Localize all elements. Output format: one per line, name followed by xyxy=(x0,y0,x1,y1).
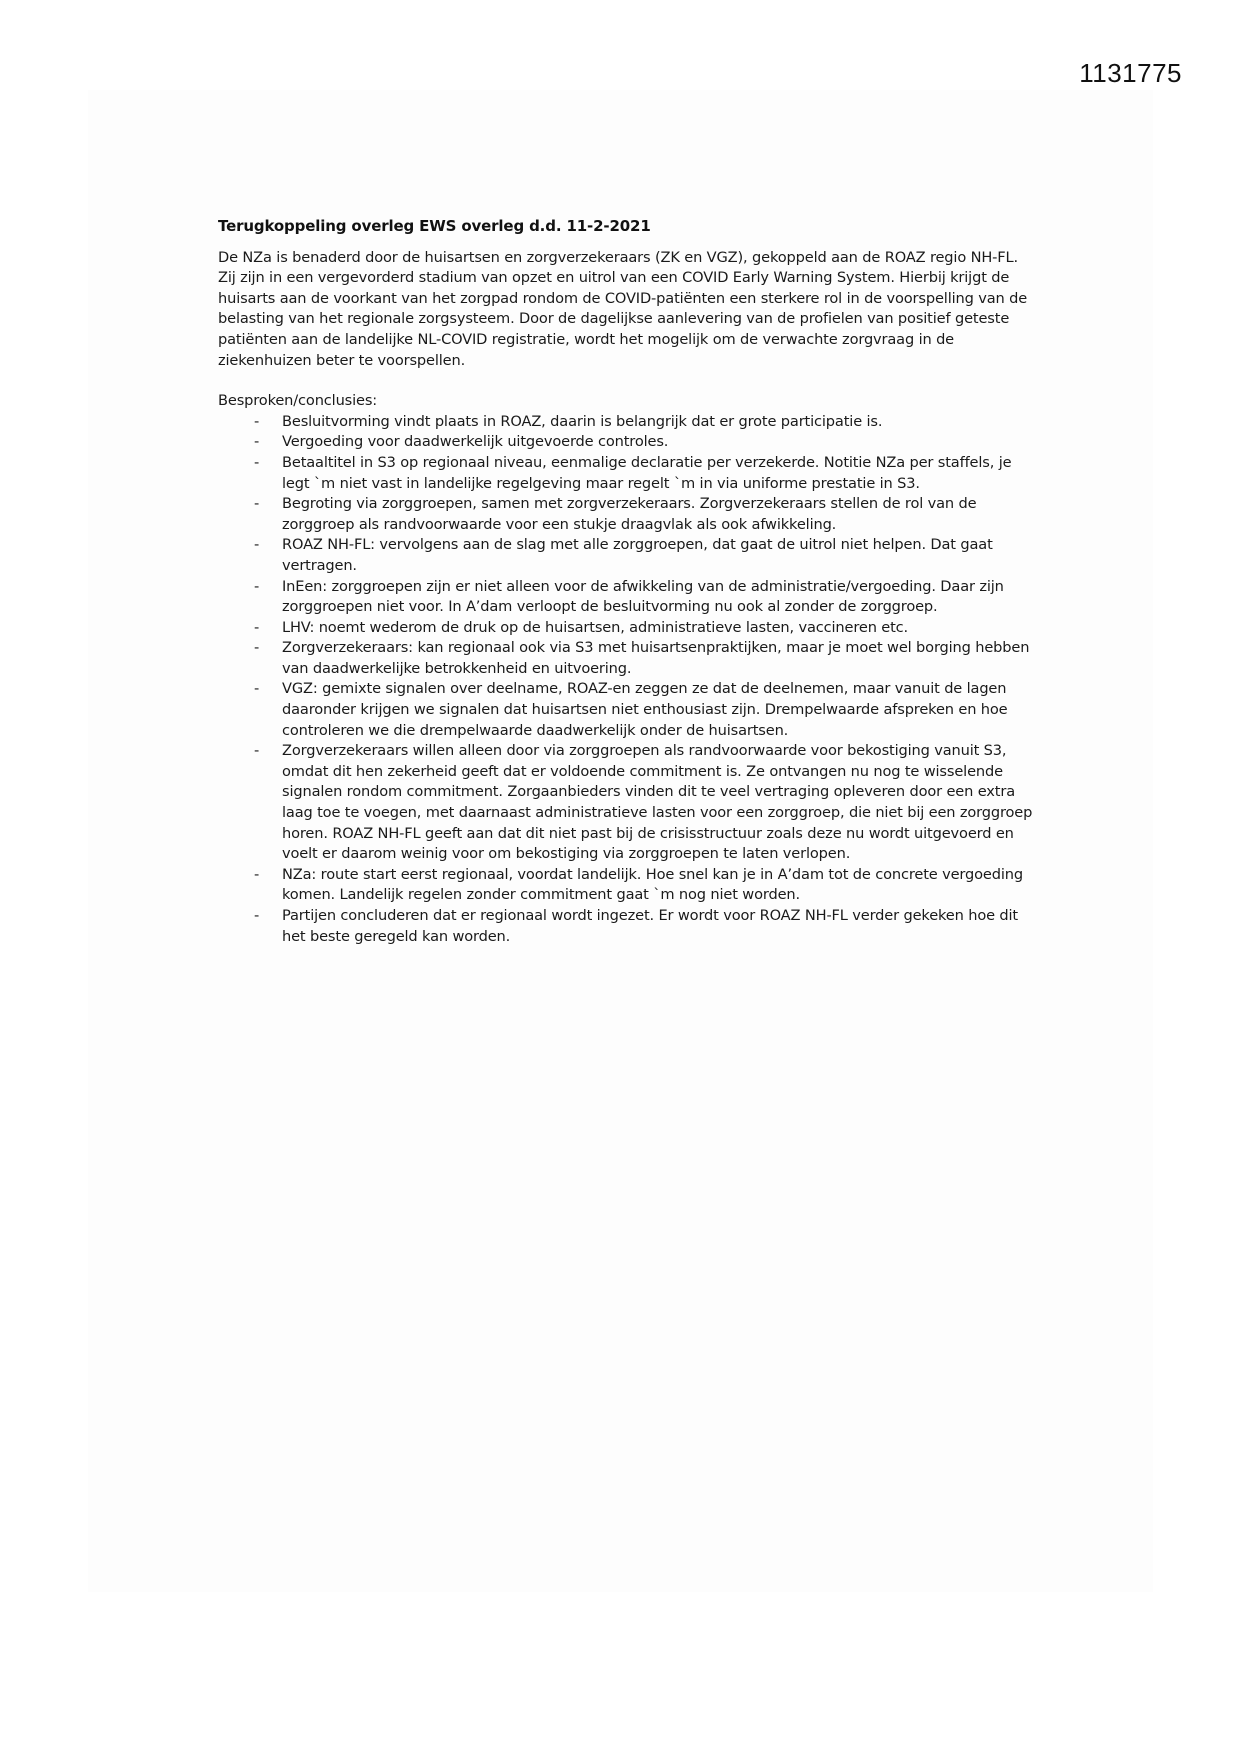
intro-paragraph: De NZa is benaderd door de huisartsen en zorgverzekeraars (ZK en VGZ), gekoppeld aan de ROAZ regio NH-FL. Zij zijn in een vergevorderd stadium van opzet en uitrol van een COVID Early Warning System. Hierbij krijgt de huisarts aan de voorkant van het zorgpad rondom de COVID-patiënten een sterkere rol in de voorspelling van de belasting van het regionale zorgsysteem. Door de dagelijkse aanlevering van de profielen van positief geteste patiënten aan de landelijke NL-COVID registratie, wordt het mogelijk om de verwachte zorgvraag in de ziekenhuizen beter te voorspellen. xyxy=(218,248,1028,369)
bullet-dash-icon: - xyxy=(254,412,260,430)
bullet-dash-icon: - xyxy=(254,577,260,595)
list-item xyxy=(218,906,1038,947)
list-item xyxy=(218,453,1038,494)
bullet-dash-icon: - xyxy=(254,536,260,554)
list-item xyxy=(218,494,1038,535)
list-item-text: NZa: route start eerst regionaal, voordat landelijk. Hoe snel kan je in A’dam tot de concrete vergoeding komen. Landelijk regelen zonder commitment gaat `m nog niet worden. xyxy=(282,865,1023,904)
bullet-dash-icon: - xyxy=(254,680,260,698)
list-item xyxy=(218,638,1038,679)
list-item-text: ROAZ NH-FL: vervolgens aan de slag met alle zorggroepen, dat gaat de uitrol niet helpen. Dat gaat vertragen. xyxy=(282,536,993,574)
bullet-dash-icon: - xyxy=(254,639,260,657)
bullet-dash-icon: - xyxy=(254,433,260,451)
list-item-text: Partijen concluderen dat er regionaal wordt ingezet. Er wordt voor ROAZ NH-FL verder gekeken hoe dit het beste geregeld kan worden. xyxy=(282,907,1019,945)
list-item-text: Zorgverzekeraars: kan regionaal ook via S3 met huisartsenpraktijken, maar je moet wel borging hebben van daadwerkelijke betrokkenheid en uitvoering. xyxy=(282,639,1030,677)
list-item-text: Begroting via zorggroepen, samen met zorgverzekeraars. Zorgverzekeraars stellen de rol van de zorggroep als randvoorwaarde voor een stukje draagvlak als ook afwikkeling. xyxy=(282,495,977,533)
list-item-text: LHV: noemt wederom de druk op de huisartsen, administratieve lasten, vaccineren etc. xyxy=(282,618,909,636)
document-id-stamp: 1131775 xyxy=(1079,58,1182,88)
list-item-text: Zorgverzekeraars willen alleen door via zorggroepen als randvoorwaarde voor bekostiging vanuit S3, omdat dit hen zekerheid geeft dat er voldoende commitment is. Ze ontvangen nu nog te wisselende signalen rondom commitment. Zorgaanbieders vinden dit te veel vertraging opleveren door een extra laag toe te voegen, met daarnaast administratieve lasten voor een zorggroep, die niet bij een zorggroep horen. ROAZ NH-FL geeft aan dat dit niet past bij de crisisstructuur zoals deze nu wordt uitgevoerd en voelt er daarom weinig voor om bekostiging via zorggroepen te laten verlopen. xyxy=(282,742,1033,863)
bullet-dash-icon: - xyxy=(254,865,260,883)
list-item xyxy=(218,412,1038,433)
bullet-dash-icon: - xyxy=(254,453,260,471)
list-item-text: InEen: zorggroepen zijn er niet alleen voor de afwikkeling van de administratie/vergoeding. Daar zijn zorggroepen niet voor. In A’dam verloopt de besluitvorming nu ook al zonder de zorggroep. xyxy=(282,577,1004,616)
list-item-text: Vergoeding voor daadwerkelijk uitgevoerde controles. xyxy=(282,433,669,451)
list-item-text: VGZ: gemixte signalen over deelname, ROAZ-en zeggen ze dat de deelnemen, maar vanuit de lagen daaronder krijgen we signalen dat huisartsen niet enthousiast zijn. Drempelwaarde afspreken en hoe controleren we die drempelwaarde daadwerkelijk onder de huisartsen. xyxy=(282,680,1008,739)
document-title: Terugkoppeling overleg EWS overleg d.d. 11-2-2021 xyxy=(218,217,651,235)
bullet-dash-icon: - xyxy=(254,618,260,636)
list-item-text: Besluitvorming vindt plaats in ROAZ, daarin is belangrijk dat er grote participatie is. xyxy=(282,412,883,430)
list-item xyxy=(218,577,1038,618)
conclusions-list xyxy=(218,412,1038,947)
list-item-text: Betaaltitel in S3 op regionaal niveau, eenmalige declaratie per verzekerde. Notitie NZa per staffels, je legt `m niet vast in landelijke regelgeving maar regelt `m in via uniforme prestatie in S3. xyxy=(282,453,1012,492)
section-label-conclusions: Besproken/conclusies: xyxy=(218,392,378,410)
list-item xyxy=(218,741,1038,865)
bullet-dash-icon: - xyxy=(254,742,260,760)
document-body xyxy=(218,216,1038,947)
list-item xyxy=(218,432,1038,453)
list-item xyxy=(218,535,1038,576)
bullet-dash-icon: - xyxy=(254,495,260,513)
list-item xyxy=(218,618,1038,639)
list-item xyxy=(218,865,1038,906)
list-item xyxy=(218,679,1038,741)
bullet-dash-icon: - xyxy=(254,907,260,924)
